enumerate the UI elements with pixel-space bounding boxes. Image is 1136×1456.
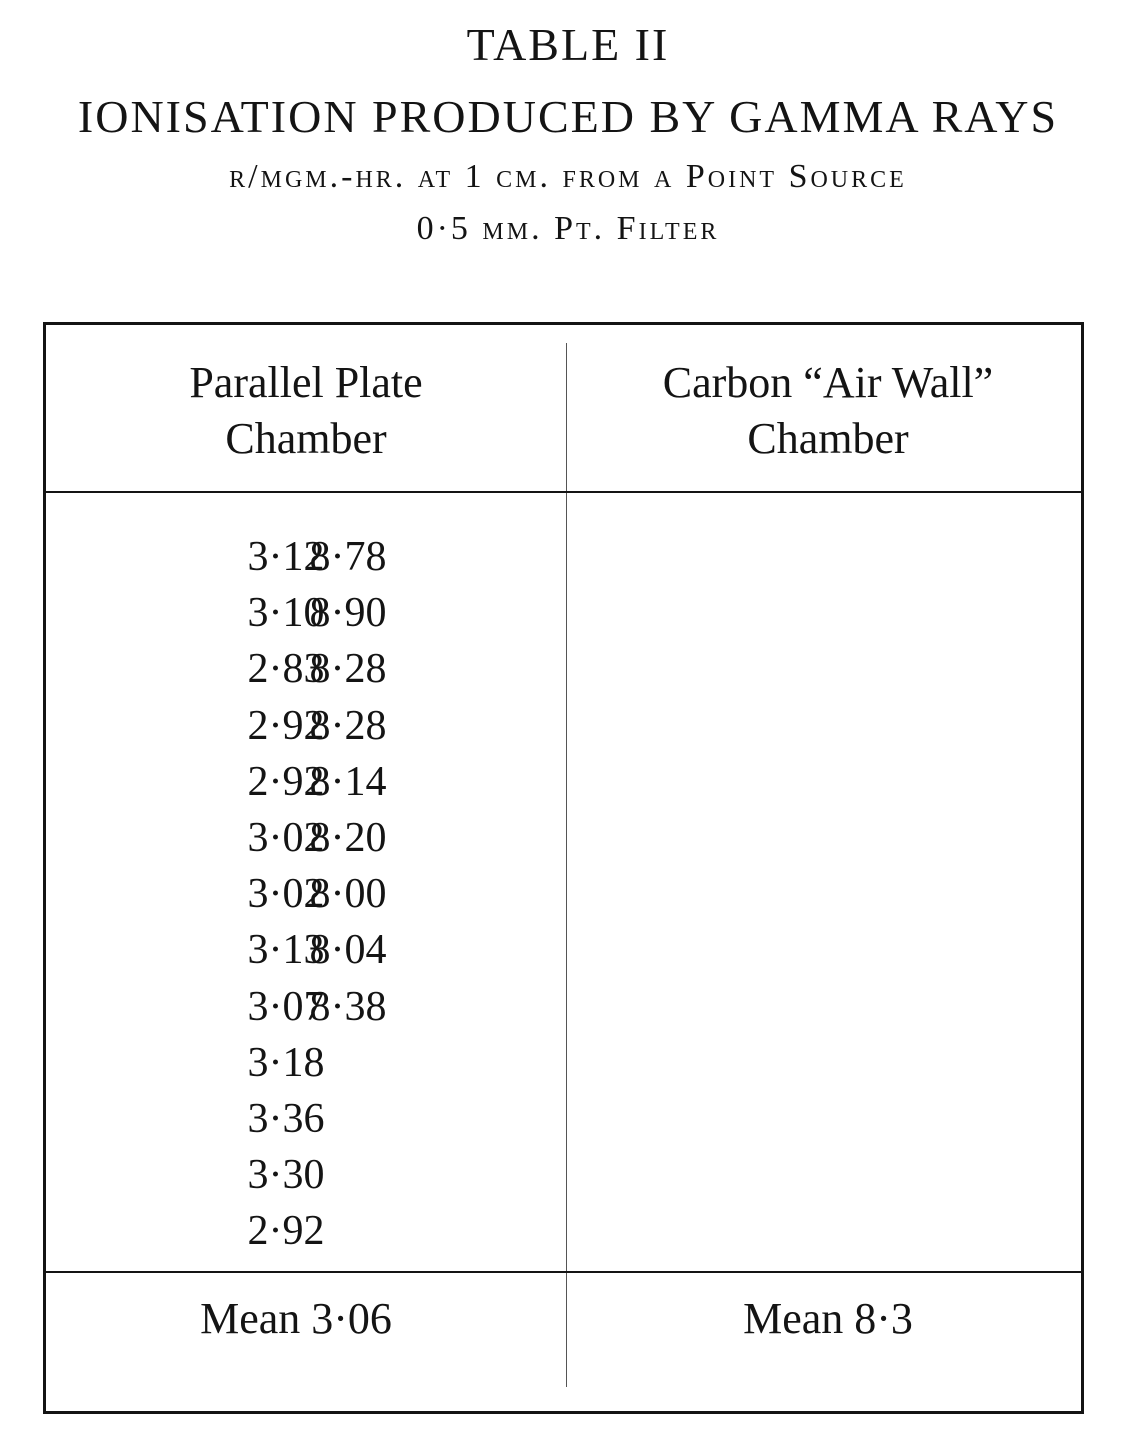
- mean-parallel-plate: Mean 3·06: [200, 1294, 392, 1343]
- value-cell: 8·20: [309, 815, 387, 862]
- value-cell: 3·10: [247, 590, 325, 637]
- value-cell: 3·13: [247, 927, 325, 974]
- value-cell: 8·28: [309, 702, 387, 749]
- filter-note: 0·5 mm. Pt. Filter: [416, 210, 720, 247]
- value-cell: 8·38: [309, 983, 387, 1030]
- header-parallel-plate: [46, 355, 566, 467]
- header-line: Chamber: [225, 414, 387, 463]
- value-cell: 8·00: [309, 871, 387, 918]
- value-cell: 3·30: [247, 1152, 325, 1199]
- header-line: Parallel Plate: [189, 358, 423, 407]
- value-cell: 3·12: [247, 534, 325, 580]
- carbon-air-wall-column: [88, 529, 608, 1035]
- mean-carbon-air-wall: Mean 8·3: [743, 1294, 913, 1343]
- table-subheading: r/mgm.-hr. at 1 cm. from a Point Source: [229, 158, 907, 195]
- value-cell: 3·07: [247, 983, 325, 1030]
- header-rule: [46, 491, 1081, 493]
- value-cell: 8·28: [309, 646, 387, 693]
- header-carbon-air-wall: [568, 355, 1088, 467]
- value-cell: 3·02: [247, 815, 325, 862]
- value-cell: 8·04: [309, 927, 387, 974]
- header-line: Chamber: [747, 414, 909, 463]
- value-cell: 2·92: [247, 702, 325, 749]
- data-table: [43, 322, 1084, 1414]
- value-cell: 2·92: [247, 758, 325, 805]
- value-cell: 8·14: [309, 758, 387, 805]
- table-heading: IONISATION PRODUCED BY GAMMA RAYS: [77, 91, 1059, 142]
- value-cell: 3·18: [247, 1039, 325, 1086]
- footer-rule: [46, 1271, 1081, 1273]
- value-cell: 2·92: [247, 1208, 325, 1255]
- value-cell: 8·78: [309, 534, 387, 580]
- value-cell: 2·83: [247, 646, 325, 693]
- value-cell: 8·90: [309, 590, 387, 637]
- value-cell: 3·02: [247, 871, 325, 918]
- header-line: Carbon “Air Wall”: [662, 358, 994, 407]
- table-title: TABLE II: [466, 19, 670, 70]
- value-cell: 3·36: [247, 1096, 325, 1143]
